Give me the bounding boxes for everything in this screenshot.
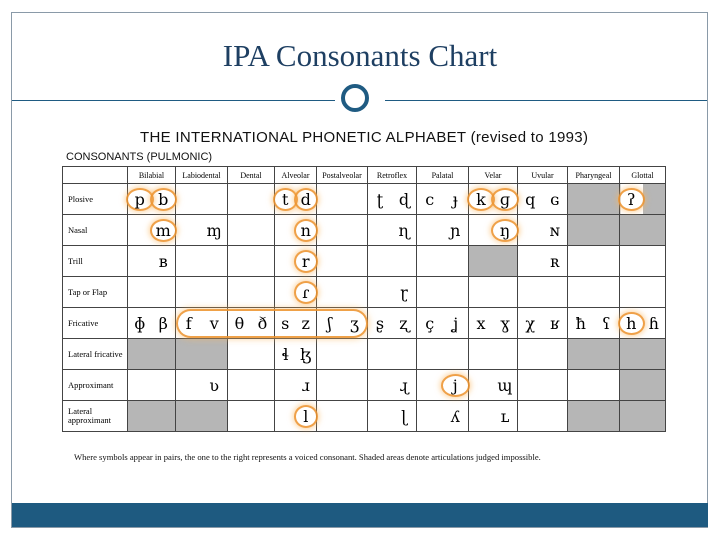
ipa-chart-subheading: CONSONANTS (PULMONIC) [66,151,213,163]
consonant-cell [620,277,666,308]
manner-row [63,308,666,339]
consonant-cell [518,308,568,339]
consonant-cell [368,308,417,339]
consonant-cell [417,401,469,432]
consonant-cell [176,184,228,215]
place-header: Labiodental [176,167,228,184]
voiced-symbol: ʟ [500,406,510,426]
consonant-cell [518,184,568,215]
consonant-cell [228,339,275,370]
voiceless-symbol: ç [425,313,435,333]
consonant-cell [518,215,568,246]
manner-row [63,184,666,215]
voiceless-symbol: ʂ [375,313,385,333]
voiceless-symbol: k [469,190,493,209]
consonant-cell [228,246,275,277]
consonant-cell [518,370,568,401]
voiced-symbol: β [158,313,168,333]
voiceless-symbol: f [185,313,192,333]
manner-label: Plosive [63,184,128,215]
consonant-cell [176,308,228,339]
place-header: Bilabial [128,167,176,184]
voiceless-symbol: χ [525,313,536,333]
manner-label: Fricative [63,308,128,339]
consonant-cell [568,370,620,401]
voiced-symbol: j [443,376,469,395]
place-header: Postalveolar [317,167,368,184]
consonant-cell [417,184,469,215]
consonant-cell [368,339,417,370]
voiced-symbol: ɳ [398,220,410,240]
manner-row [63,246,666,277]
voiced-symbol: ɦ [648,313,659,333]
voiced-symbol: ŋ [493,221,517,240]
place-header: Alveolar [275,167,317,184]
voiceless-symbol: ɬ [281,344,289,364]
voiced-symbol: ʋ [209,375,220,395]
voiceless-symbol: θ [234,313,245,333]
impossible-cell [568,401,620,432]
place-header: Pharyngeal [568,167,620,184]
voiced-symbol: ʝ [452,313,459,333]
manner-row [63,401,666,432]
consonant-cell [317,401,368,432]
consonant-cell [228,215,275,246]
consonant-cell [620,184,666,215]
voiced-symbol: ɻ [399,375,409,395]
footer-accent-bar [12,503,708,527]
voiced-symbol: ð [257,313,268,333]
consonant-cell [518,401,568,432]
voiced-symbol: ʁ [550,313,560,333]
voiced-symbol: ɱ [206,220,222,240]
impossible-cell [128,339,176,370]
consonant-cell [317,215,368,246]
voiceless-symbol: ħ [575,313,586,333]
consonant-cell [275,401,317,432]
consonant-cell [417,308,469,339]
consonant-cell [417,215,469,246]
slide-title: IPA Consonants Chart [222,38,498,73]
voiceless-symbol: q [525,189,536,209]
voiced-symbol: ɹ [301,375,310,395]
consonant-cell [128,215,176,246]
divider-ring-ornament [341,84,369,112]
manner-row [63,370,666,401]
consonant-cell [368,277,417,308]
chart-footnote: Where symbols appear in pairs, the one to the right represents a voiced consonant. Shaded areas denote articulations judged impossible. [74,452,541,462]
voiced-symbol: ɡ [493,190,517,209]
impossible-cell [568,339,620,370]
voiced-symbol: ʕ [601,313,611,333]
voiceless-symbol: c [425,189,435,209]
voiced-symbol: ɖ [398,189,410,209]
impossible-cell [568,184,620,215]
consonant-cell [228,401,275,432]
manner-label: Lateral approximant [63,401,128,432]
consonant-cell [275,277,317,308]
voiced-symbol: v [209,313,219,333]
consonant-cell [317,277,368,308]
consonant-cell [620,308,666,339]
voiced-symbol: ɮ [300,344,312,364]
manner-label: Approximant [63,370,128,401]
manner-label: Nasal [63,215,128,246]
voiced-symbol: ɢ [550,189,560,209]
voiceless-symbol: t [275,190,296,209]
consonant-cell [275,308,317,339]
manner-row [63,277,666,308]
voiced-symbol: b [152,190,176,209]
voiceless-symbol: p [128,190,152,209]
voiced-symbol: z [301,313,310,333]
voiceless-symbol: x [476,313,486,333]
consonant-cell [317,339,368,370]
consonant-cell [176,370,228,401]
place-header: Velar [469,167,518,184]
consonant-cell [228,184,275,215]
consonant-cell [469,277,518,308]
impossible-cell [620,370,666,401]
consonant-cell [469,401,518,432]
voiced-symbol: r [296,252,317,271]
consonant-cell [128,246,176,277]
consonant-cell [317,184,368,215]
manner-label: Lateral fricative [63,339,128,370]
voiced-symbol: ʐ [399,313,409,333]
consonant-cell [568,277,620,308]
consonant-cell [128,184,176,215]
consonant-cell [176,215,228,246]
consonant-cell [368,401,417,432]
consonant-cell [128,277,176,308]
consonant-cell [469,339,518,370]
consonant-cell [368,215,417,246]
consonant-cell [368,246,417,277]
consonant-cell [228,308,275,339]
consonant-cell [417,246,469,277]
voiced-symbol: ɾ [296,283,317,302]
consonant-cell [275,184,317,215]
impossible-cell [620,339,666,370]
consonant-cell [469,184,518,215]
consonant-cell [568,246,620,277]
voiced-symbol: d [296,190,317,209]
consonant-cell [228,277,275,308]
consonant-cell [317,246,368,277]
voiceless-symbol: h [620,314,643,333]
voiceless-symbol: ʈ [376,189,384,209]
manner-label: Trill [63,246,128,277]
voiceless-symbol: ʔ [620,190,643,209]
consonant-cell [275,246,317,277]
voiced-symbol: ɭ [401,406,407,426]
consonant-cell [275,339,317,370]
impossible-cell [128,401,176,432]
manner-row [63,215,666,246]
voiced-symbol: ʎ [450,406,460,426]
place-header: Retroflex [368,167,417,184]
voiced-symbol: ɴ [549,220,560,240]
voiced-symbol: ɲ [450,220,461,240]
consonant-cell [275,370,317,401]
manner-label: Tap or Flap [63,277,128,308]
voiced-symbol: ɰ [497,375,513,395]
impossible-cell [620,401,666,432]
consonant-cell [128,370,176,401]
voiceless-symbol: ɸ [134,313,146,333]
impossible-cell [176,339,228,370]
consonant-cell [518,277,568,308]
place-header: Palatal [417,167,469,184]
consonant-cell [128,308,176,339]
consonant-cell [518,339,568,370]
impossible-cell [469,246,518,277]
voiceless-symbol: s [281,313,290,333]
impossible-cell [176,401,228,432]
voiced-symbol: ɽ [400,282,408,302]
manner-row [63,339,666,370]
voiced-symbol: m [152,221,176,240]
voiced-symbol: ɣ [500,313,510,333]
consonant-cell [368,370,417,401]
consonant-cell [228,370,275,401]
place-header-row [63,167,666,184]
consonant-cell [317,370,368,401]
title-divider-right [385,100,707,101]
place-header: Glottal [620,167,666,184]
place-header: Uvular [518,167,568,184]
impossible-cell [568,215,620,246]
voiced-symbol: ʙ [158,251,168,271]
consonant-cell [469,215,518,246]
ipa-consonant-table [62,166,666,432]
consonant-cell [368,184,417,215]
voiced-symbol: ʒ [349,313,360,333]
title-divider-left [12,100,335,101]
consonant-cell [518,246,568,277]
impossible-cell [620,215,666,246]
voiced-symbol: l [296,407,317,426]
voiceless-symbol: ʃ [327,313,332,333]
consonant-cell [176,246,228,277]
voiced-symbol: ʀ [550,251,560,271]
place-header: Dental [228,167,275,184]
consonant-cell [417,339,469,370]
consonant-cell [417,277,469,308]
voiced-symbol: n [296,221,317,240]
consonant-cell [620,246,666,277]
consonant-cell [568,308,620,339]
consonant-cell [317,308,368,339]
voiced-symbol: ɟ [452,189,458,209]
consonant-cell [417,370,469,401]
consonant-cell [469,370,518,401]
consonant-cell [275,215,317,246]
table-corner [63,167,128,184]
consonant-cell [469,308,518,339]
ipa-chart-heading: THE INTERNATIONAL PHONETIC ALPHABET (revised to 1993) [140,129,589,146]
consonant-cell [176,277,228,308]
